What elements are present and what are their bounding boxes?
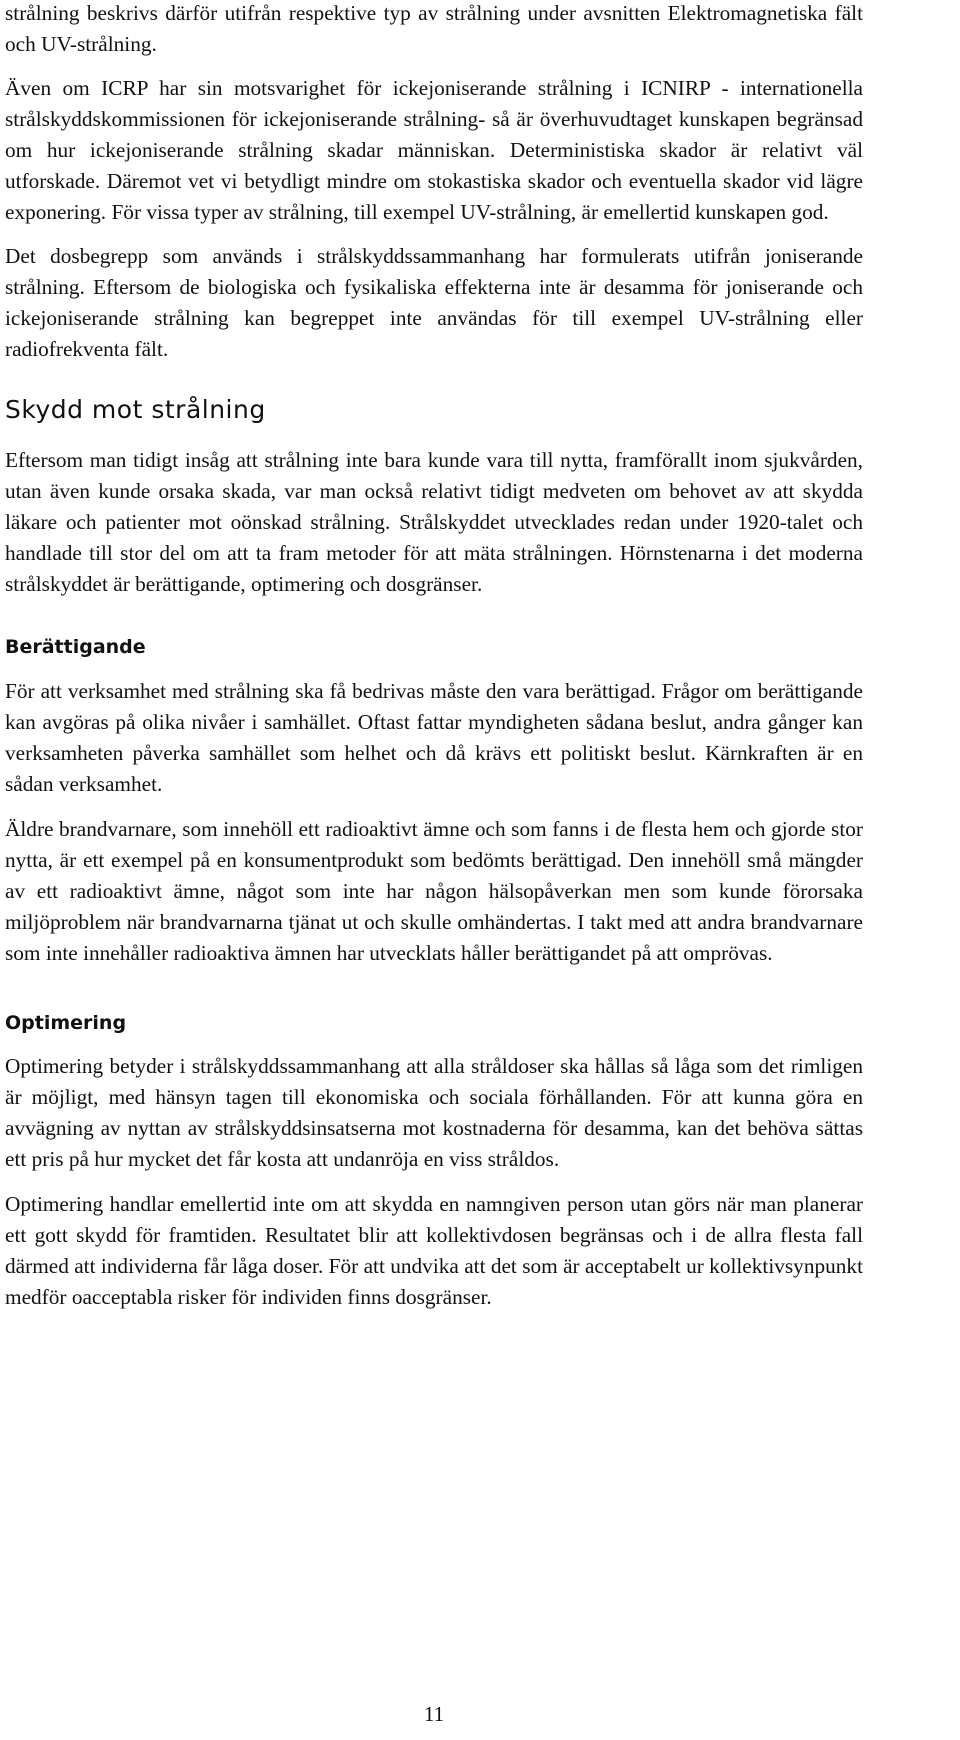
paragraph-skydd-1: Eftersom man tidigt insåg att strålning inte bara kunde vara till nytta, framförallt inom sjukvården, utan även kunde orsaka skada, var man också relativt tidigt medveten om behovet av att skydda läkare och patienter mot oönskad strålning. Strålskyddet utvecklades redan under 1920-talet och handlade till stor del om att ta fram metoder för att mäta strålningen. Hörnstenarna i det moderna strålskyddet är berättigande, optimering och dosgränser. xyxy=(5,448,863,596)
paragraph-intro-1: strålning beskrivs därför utifrån respektive typ av strålning under avsnitten Elektromagnetiska fält och UV-strålning. xyxy=(5,1,863,56)
section-heading-skydd: Skydd mot strålning xyxy=(5,395,266,424)
page-number: 11 xyxy=(423,1702,445,1726)
subsection-heading-berattigande: Berättigande xyxy=(5,636,146,658)
paragraph-berattigande-2: Äldre brandvarnare, som innehöll ett radioaktivt ämne och som fanns i de flesta hem och gjorde stor nytta, är ett exempel på en konsumentprodukt som bedömts berättigad. Den innehöll små mängder av ett radioaktivt ämne, något som inte har någon hälsopåverkan men som kunde förorsaka miljöproblem när brandvarnarna tjänat ut och skulle omhändertas. I takt med att andra brandvarnare som inte innehåller radioaktiva ämnen har utvecklats håller berättigandet på att omprövas. xyxy=(5,817,863,965)
paragraph-intro-3: Det dosbegrepp som används i strålskyddssammanhang har formulerats utifrån joniserande strålning. Eftersom de biologiska och fysikaliska effekterna inte är desamma för joniserande och ickejoniserande strålning kan begreppet inte användas för till exempel UV-strålning eller radiofrekventa fält. xyxy=(5,244,863,361)
document-page xyxy=(5,0,863,1313)
paragraph-optimering-2: Optimering handlar emellertid inte om att skydda en namngiven person utan görs när man planerar ett gott skydd för framtiden. Resultatet blir att kollektivdosen begränsas och i de allra flesta fall därmed att individerna får låga doser. För att undvika att det som är acceptabelt ur kollektivsynpunkt medför oacceptabla risker för individen finns dosgränser. xyxy=(5,1192,863,1309)
paragraph-intro-2: Även om ICRP har sin motsvarighet för ickejoniserande strålning i ICNIRP - internationella strålskyddskommissionen för ickejoniserande strålning- så är överhuvudtaget kunskapen begränsad om hur ickejoniserande strålning skadar människan. Deterministiska skador är relativt väl utforskade. Däremot vet vi betydligt mindre om stokastiska skador och eventuella skador vid lägre exponering. För vissa typer av strålning, till exempel UV-strålning, är emellertid kunskapen god. xyxy=(5,76,863,224)
paragraph-optimering-1: Optimering betyder i strålskyddssammanhang att alla stråldoser ska hållas så låga som det rimligen är möjligt, med hänsyn tagen till ekonomiska och sociala förhållanden. För att kunna göra en avvägning av nyttan av strålskyddsinsatserna mot kostnaderna för desamma, kan det behöva sättas ett pris på hur mycket det får kosta att undanröja en viss stråldos. xyxy=(5,1054,863,1171)
subsection-heading-optimering: Optimering xyxy=(5,1012,127,1034)
paragraph-berattigande-1: För att verksamhet med strålning ska få bedrivas måste den vara berättigad. Frågor om berättigande kan avgöras på olika nivåer i samhället. Oftast fattar myndigheten sådana beslut, andra gånger kan verksamheten påverka samhället som helhet och då krävs ett politiskt beslut. Kärnkraften är en sådan verksamhet. xyxy=(5,679,863,796)
